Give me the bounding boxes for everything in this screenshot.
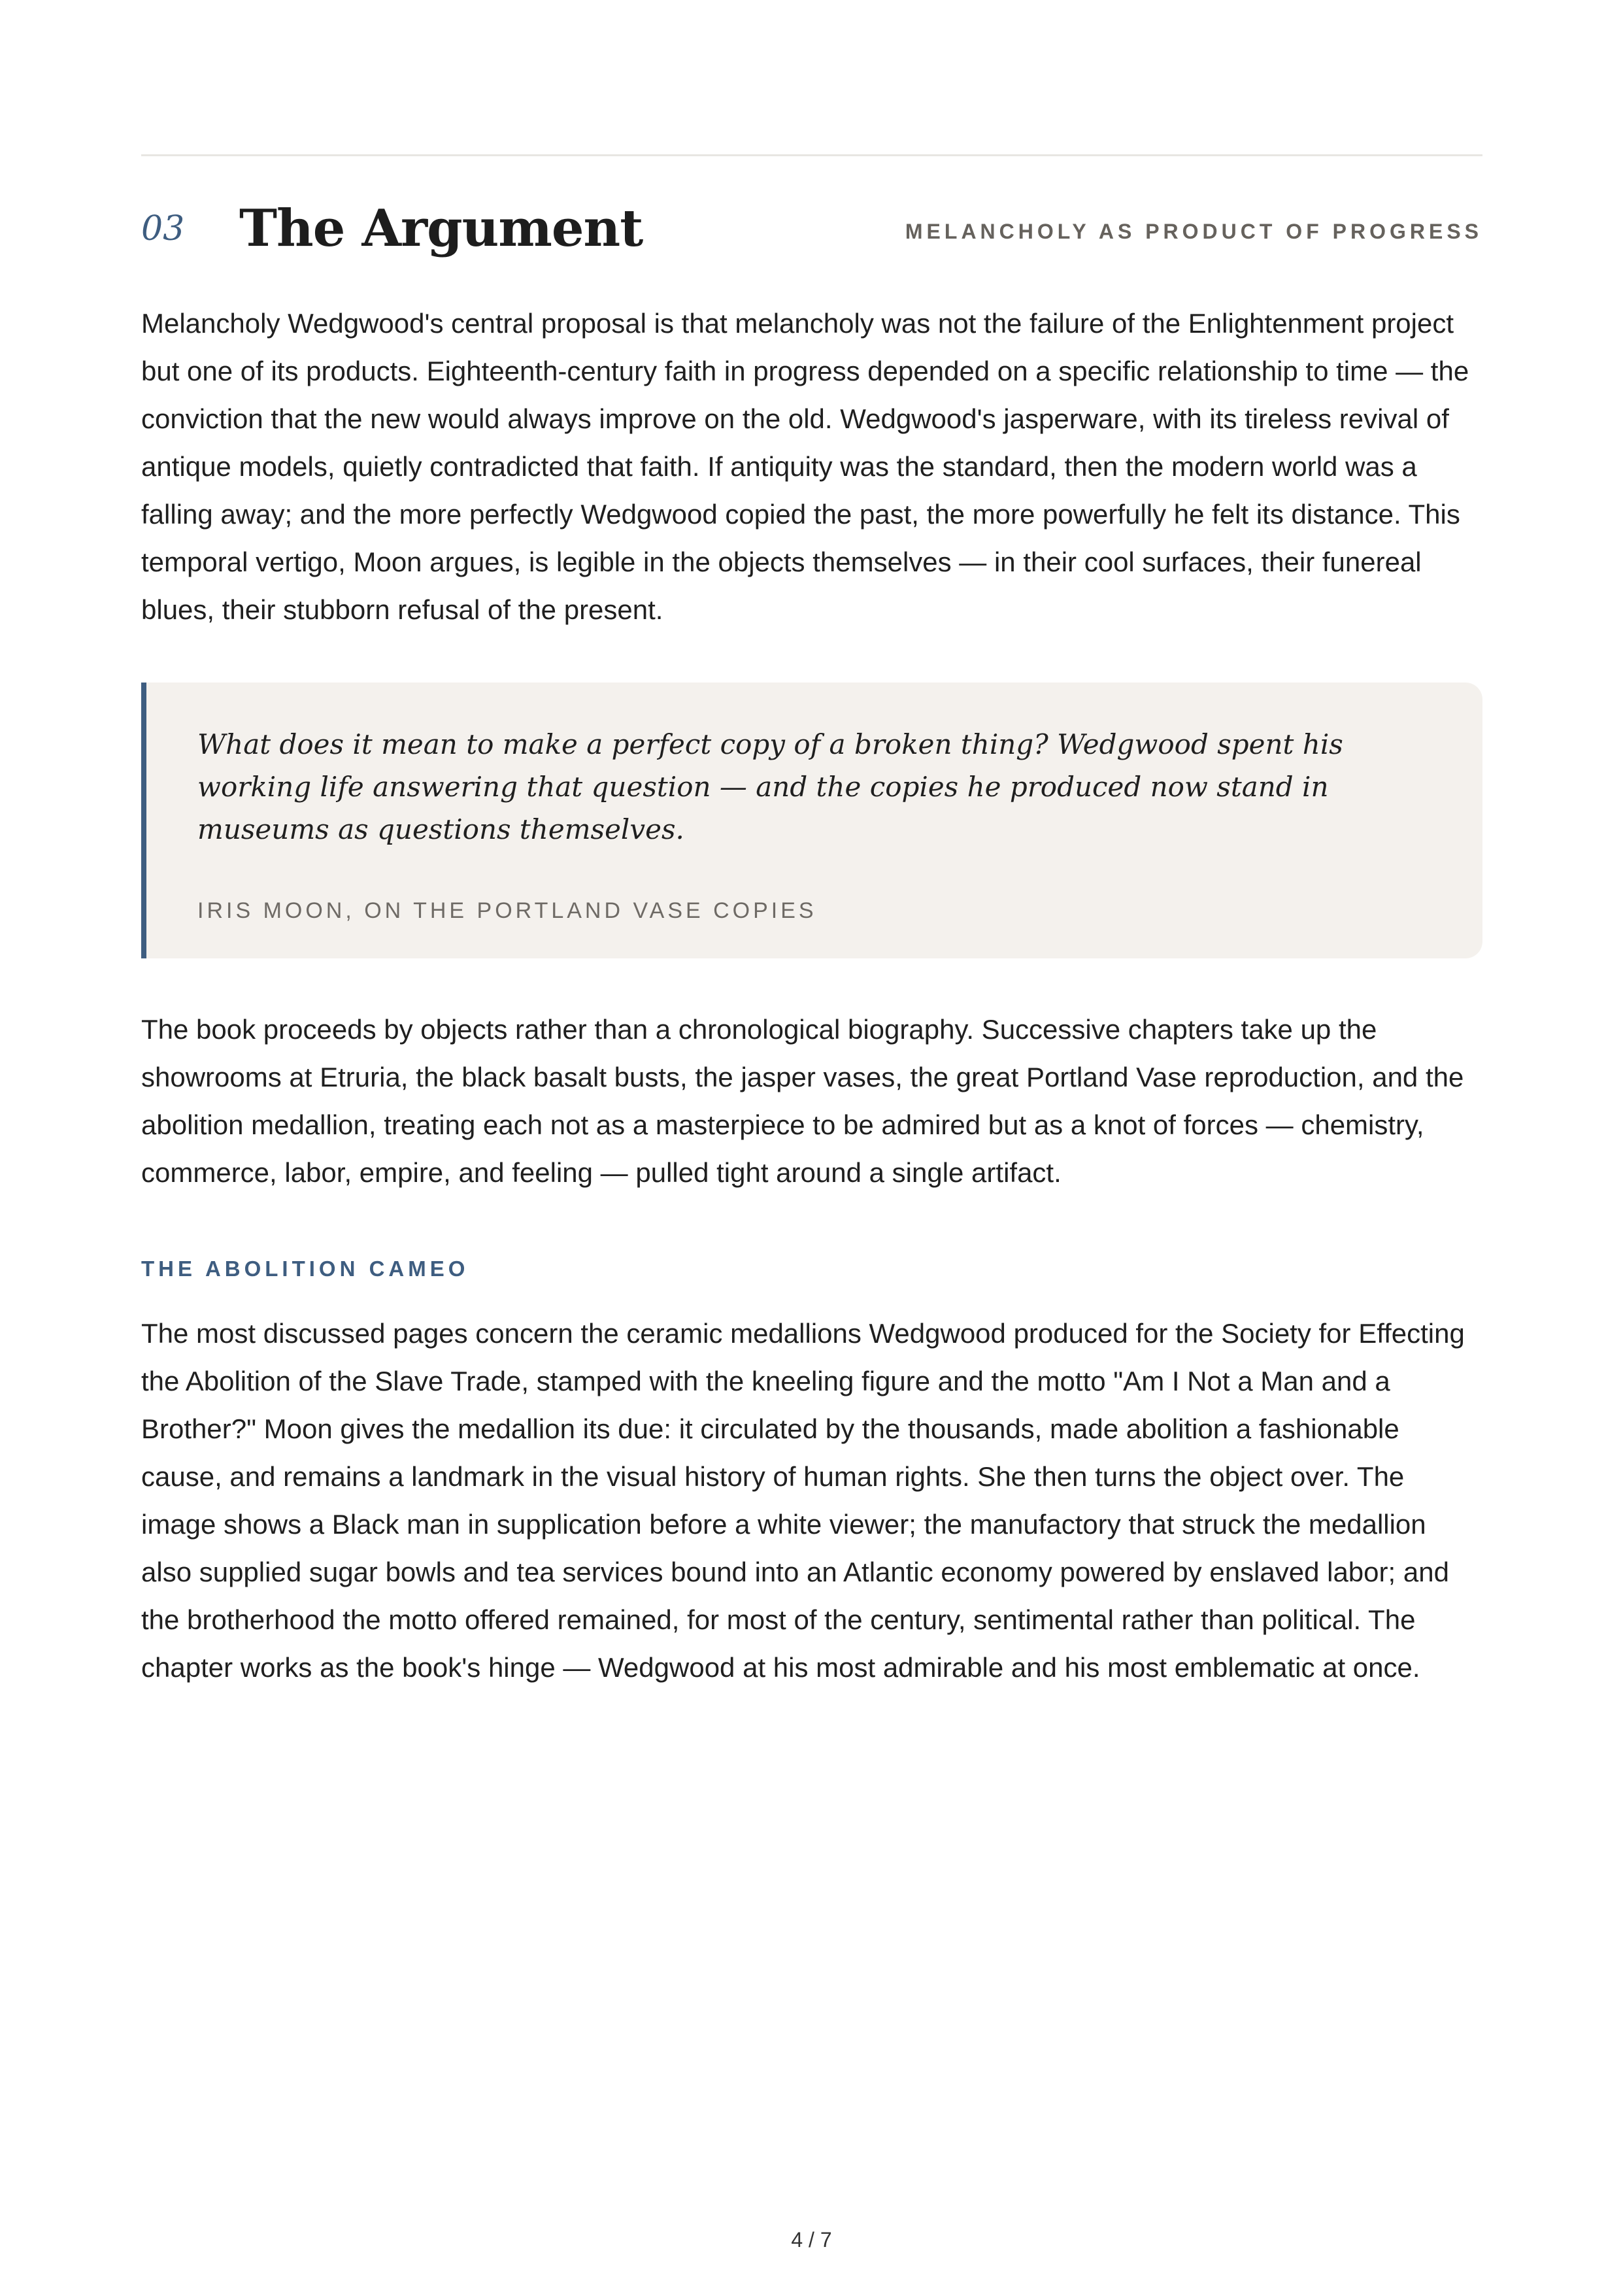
top-divider: [141, 154, 1482, 156]
pull-quote: [141, 683, 1482, 958]
pull-quote-accent-bar: [141, 683, 146, 958]
section-title: The Argument: [239, 199, 643, 258]
body-paragraph-3: The most discussed pages concern the ceramic medallions Wedgwood produced for the Society for Effecting the Abolition of the Slave Trade, stamped with the kneeling figure and the motto "Am I Not a Man and a Brother?" Moon gives the medallion its due: it circulated by the thousands, made abolition a fashionable cause, and remains a landmark in the visual history of human rights. She then turns the object over. The image shows a Black man in supplication before a white viewer; the manufactory that struck the medallion also supplied sugar bowls and tea services bound into an Atlantic economy powered by enslaved labor; and the brotherhood the motto offered remained, for most of the century, sentimental rather than political. The chapter works as the book's hinge — Wedgwood at his most admirable and his most emblematic at once.: [141, 1318, 1465, 1683]
section-kicker: MELANCHOLY AS PRODUCT OF PROGRESS: [905, 220, 1482, 243]
section-number: 03: [141, 209, 185, 248]
body-paragraph-1: Melancholy Wedgwood's central proposal is that melancholy was not the failure of the Enlightenment project but one of its products. Eighteenth-century faith in progress depended on a specific relationship to time — the conviction that the new would always improve on the old. Wedgwood's jasperware, with its tireless revival of antique models, quietly contradicted that faith. If antiquity was the standard, then the modern world was a falling away; and the more perfectly Wedgwood copied the past, the more powerfully he felt its distance. This temporal vertigo, Moon argues, is legible in the objects themselves — in their cool surfaces, their funereal blues, their stubborn refusal of the present.: [141, 308, 1469, 625]
section-header: [141, 196, 1482, 268]
pull-quote-text: What does it mean to make a perfect copy of a broken thing? Wedgwood spent his working life answering that question — and the copies he produced now stand in museums as questions themselves.: [197, 728, 1343, 845]
page-number: 4 / 7: [791, 2228, 832, 2252]
body-paragraph-2: The book proceeds by objects rather than a chronological biography. Successive chapters take up the showrooms at Etruria, the black basalt busts, the jasper vases, the great Portland Vase reproduction, and the abolition medallion, treating each not as a masterpiece to be admired but as a knot of forces — chemistry, commerce, labor, empire, and feeling — pulled tight around a single artifact.: [141, 1014, 1464, 1188]
pull-quote-attribution: IRIS MOON, ON THE PORTLAND VASE COPIES: [197, 898, 817, 923]
subheading: THE ABOLITION CAMEO: [141, 1257, 469, 1281]
